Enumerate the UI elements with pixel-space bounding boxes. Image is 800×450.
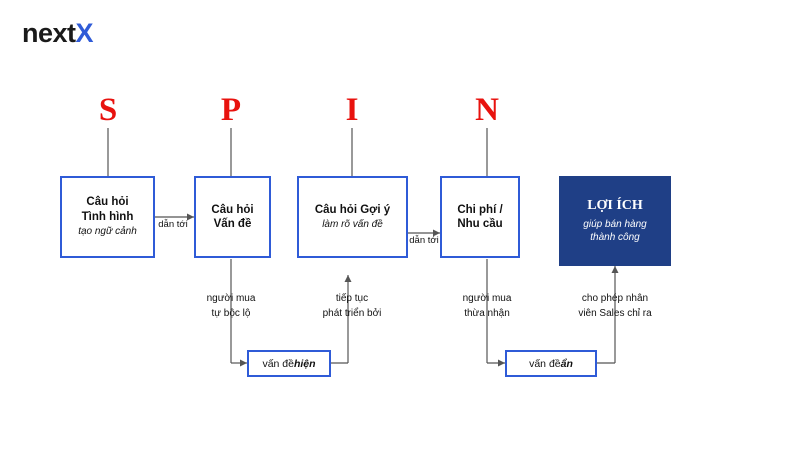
spin-letter-p: P bbox=[220, 92, 242, 128]
subnode-hidden-problem[interactable] bbox=[505, 350, 597, 377]
brand-logo-text: next bbox=[22, 18, 76, 48]
node-benefit-title: LỢI ÍCH bbox=[587, 198, 643, 213]
node-implication-line3: làm rõ vấn đề bbox=[322, 218, 383, 230]
node-problem-line2: Vấn đề bbox=[213, 218, 252, 230]
subnode-visible-problem-prefix: vấn đề bbox=[262, 357, 294, 370]
caption-allow-sales-line2: viên Sales chỉ ra bbox=[578, 307, 652, 319]
node-situation-line1: Câu hỏi bbox=[86, 196, 129, 209]
caption-buyer-admits bbox=[432, 292, 542, 321]
spin-letter-i: I bbox=[345, 92, 359, 128]
brand-logo-accent: X bbox=[75, 18, 94, 48]
caption-continue-develop-line2: phát triển bởi bbox=[322, 307, 382, 319]
node-problem[interactable] bbox=[194, 176, 271, 258]
node-benefit-subtitle-line1: giúp bán hàng bbox=[583, 219, 647, 230]
subnode-hidden-problem-emphasis: ẩn bbox=[560, 357, 573, 370]
spin-letter-s: S bbox=[98, 92, 118, 128]
spin-letter-n: N bbox=[475, 92, 499, 128]
caption-continue-develop bbox=[297, 292, 407, 321]
node-situation[interactable] bbox=[60, 176, 155, 258]
subnode-visible-problem-emphasis: hiện bbox=[293, 357, 316, 370]
caption-buyer-admits-line1: người mua bbox=[462, 293, 512, 304]
caption-buyer-reveals-line1: người mua bbox=[206, 293, 256, 304]
arrow-label-i-n: dẫn tới bbox=[409, 235, 439, 246]
arrow-label-s-p: dẫn tới bbox=[158, 219, 188, 230]
node-situation-line2: Tình hình bbox=[81, 210, 134, 223]
node-benefit[interactable] bbox=[559, 176, 671, 266]
node-implication-line1: Câu hỏi Gợi ý bbox=[314, 203, 391, 216]
node-need-payoff-line2: Nhu cầu bbox=[457, 218, 503, 230]
caption-allow-sales bbox=[560, 292, 670, 321]
subnode-visible-problem[interactable] bbox=[247, 350, 331, 377]
subnode-hidden-problem-prefix: vấn đề bbox=[529, 357, 561, 370]
caption-continue-develop-line1: tiếp tục bbox=[335, 293, 369, 304]
caption-allow-sales-line1: cho phép nhân bbox=[581, 293, 649, 304]
caption-buyer-reveals bbox=[176, 292, 286, 321]
caption-buyer-admits-line2: thừa nhận bbox=[464, 307, 510, 319]
node-need-payoff-line1: Chi phí / bbox=[457, 203, 503, 216]
node-situation-line3: tạo ngữ cảnh bbox=[78, 226, 137, 238]
node-benefit-subtitle-line2: thành công bbox=[590, 232, 640, 243]
node-problem-line1: Câu hỏi bbox=[211, 203, 254, 216]
caption-buyer-reveals-line2: tự bộc lộ bbox=[211, 307, 251, 319]
